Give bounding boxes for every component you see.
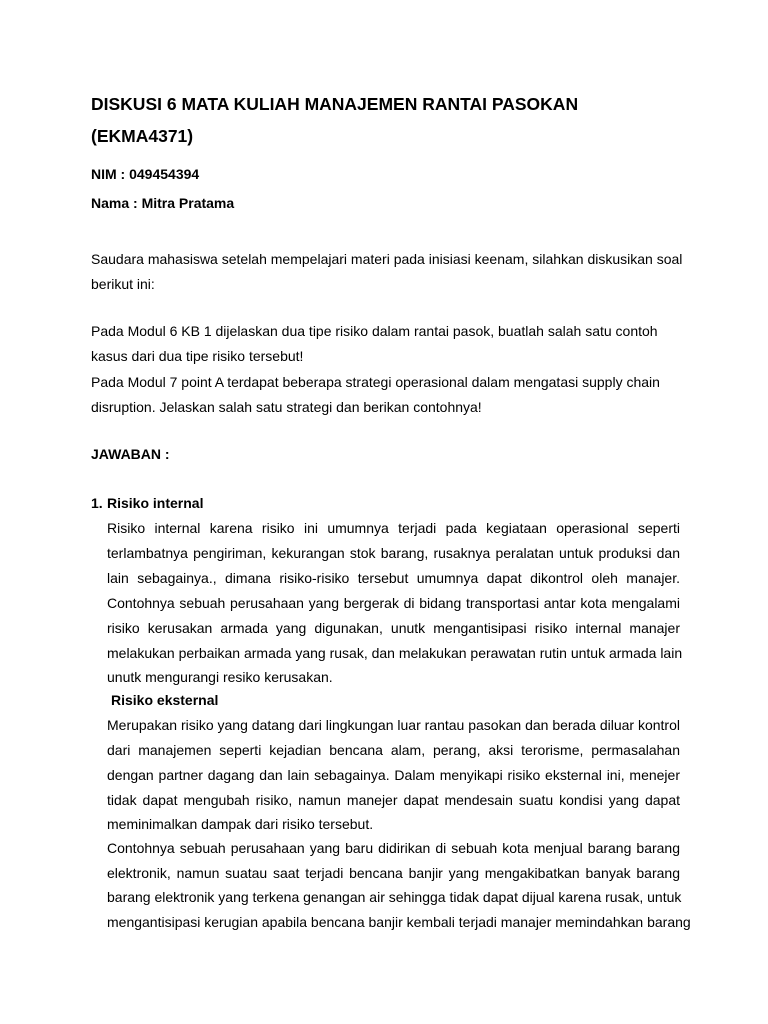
external-risk-line: elektronik, namun suatau saat terjadi bencana banjir yang mengakibatkan banyak barang <box>107 865 680 881</box>
external-risk-line: barang elektronik yang terkena genangan air sehingga tidak dapat dijual karena rusak, untuk <box>107 889 682 905</box>
document-title-line-2: (EKMA4371) <box>91 126 194 146</box>
internal-risk-line: unutk mengurangi resiko kerusakan. <box>107 669 333 685</box>
internal-risk-heading: Risiko internal <box>107 495 204 511</box>
external-risk-line: dari manajemen seperti kejadian bencana alam, perang, aksi terorisme, permasalahan <box>107 742 680 758</box>
list-number: 1. <box>91 495 103 511</box>
intro-line-1: Saudara mahasiswa setelah mempelajari materi pada inisiasi keenam, silahkan diskusikan soal <box>91 251 683 267</box>
external-risk-line: tidak dapat mengubah risiko, namun manejer dapat mendesain suatu kondisi yang dapat <box>107 792 680 808</box>
internal-risk-line: risiko kerusakan armada yang digunakan, unutk mengantisipasi risiko internal manajer <box>107 620 680 636</box>
external-risk-line: Contohnya sebuah perusahaan yang baru didirikan di sebuah kota menjual barang barang <box>107 840 680 856</box>
internal-risk-line: Contohnya sebuah perusahaan yang bergerak di bidang transportasi antar kota mengalami <box>107 595 680 611</box>
question-1-line-2: kasus dari dua tipe risiko tersebut! <box>91 348 304 364</box>
document-title-line-1: DISKUSI 6 MATA KULIAH MANAJEMEN RANTAI PASOKAN <box>91 94 579 114</box>
answer-heading: JAWABAN : <box>91 446 170 462</box>
internal-risk-line: Risiko internal karena risiko ini umumnya terjadi pada kegiataan operasional seperti <box>107 520 680 536</box>
question-1-line-1: Pada Modul 6 KB 1 dijelaskan dua tipe risiko dalam rantai pasok, buatlah salah satu contoh <box>91 323 658 339</box>
internal-risk-line: lain sebagainya., dimana risiko-risiko tersebut umumnya dapat dikontrol oleh manajer. <box>107 570 680 586</box>
external-risk-heading: Risiko eksternal <box>111 692 219 708</box>
question-2-line-2: disruption. Jelaskan salah satu strategi dan berikan contohnya! <box>91 399 482 415</box>
internal-risk-line: melakukan perbaikan armada yang rusak, dan melakukan perawatan rutin untuk armada lain <box>107 645 683 661</box>
internal-risk-line: terlambatnya pengiriman, kekurangan stok barang, rusaknya peralatan untuk produksi dan <box>107 545 680 561</box>
student-nim: NIM : 049454394 <box>91 166 200 182</box>
intro-line-2: berikut ini: <box>91 276 155 292</box>
external-risk-line: Merupakan risiko yang datang dari lingkungan luar rantau pasokan dan berada diluar kontrol <box>107 717 680 733</box>
external-risk-line: mengantisipasi kerugian apabila bencana banjir kembali terjadi manajer memindahkan barang <box>107 914 691 930</box>
student-name: Nama : Mitra Pratama <box>91 195 235 211</box>
external-risk-line: dengan partner dagang dan lain sebagainya. Dalam menyikapi risiko eksternal ini, menejer <box>107 767 680 783</box>
external-risk-line: meminimalkan dampak dari risiko tersebut. <box>107 816 374 832</box>
question-2-line-1: Pada Modul 7 point A terdapat beberapa strategi operasional dalam mengatasi supply chain <box>91 374 660 390</box>
